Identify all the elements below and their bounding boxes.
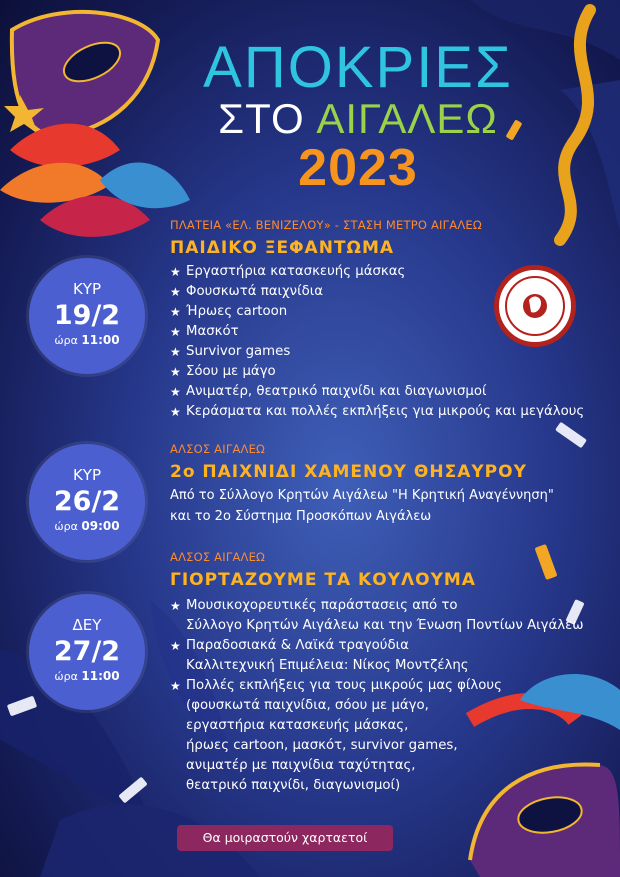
event-location: ΑΛΣΟΣ ΑΙΓΑΛΕΩ: [170, 442, 266, 456]
title-prefix: ΣΤΟ: [218, 95, 305, 142]
list-item: [170, 302, 584, 322]
list-item-text: (φουσκωτά παιχνίδια, σόου με μάγο,: [186, 698, 429, 713]
star-icon: ★: [170, 305, 181, 319]
list-item: [170, 596, 584, 616]
star-icon: ★: [170, 285, 181, 299]
list-item-text: Μασκότ: [186, 324, 239, 339]
list-item-text: εργαστήρια κατασκευής μάσκας,: [186, 718, 409, 733]
list-item: [170, 382, 584, 402]
event-location: ΑΛΣΟΣ ΑΙΓΑΛΕΩ: [170, 550, 266, 564]
list-item: [170, 776, 584, 796]
star-icon: ★: [170, 639, 181, 653]
list-item: [170, 362, 584, 382]
feather-icon: [0, 124, 190, 237]
list-item: [170, 342, 584, 362]
carnival-mask-icon: [4, 12, 158, 135]
badge-time: ώρα 11:00: [54, 333, 120, 347]
list-item: [170, 322, 584, 342]
date-badge: [29, 444, 145, 560]
title-year: 2023: [298, 139, 418, 197]
star-icon: ★: [170, 265, 181, 279]
list-item: [170, 736, 584, 756]
list-item: [170, 262, 584, 282]
event-items: [170, 262, 584, 422]
list-item-text: Εργαστήρια κατασκευής μάσκας: [186, 264, 406, 279]
ribbon-icon: [560, 10, 590, 240]
event-title: 2ο ΠΑΙΧΝΙΔΙ ΧΑΜΕΝΟΥ ΘΗΣΑΥΡΟΥ: [170, 462, 527, 482]
list-item: [170, 282, 584, 302]
list-item-text: Σύλλογο Κρητών Αιγάλεω και την Ένωση Ποντίων Αιγάλεω: [186, 618, 584, 633]
star-icon: ★: [170, 365, 181, 379]
star-icon: ★: [170, 679, 181, 693]
event-location: ΠΛΑΤΕΙΑ «ΕΛ. ΒΕΝΙΖΕΛΟΥ» - ΣΤΑΣΗ ΜΕΤΡΟ ΑΙΓΑΛΕΩ: [170, 218, 482, 232]
page-title: ΑΠΟΚΡΙΕΣ: [203, 35, 513, 100]
list-item-text: ανιματέρ με παιχνίδια ταχύτητας,: [186, 758, 416, 773]
badge-date: 26/2: [53, 486, 121, 517]
list-item: [170, 696, 584, 716]
list-item-text: Καλλιτεχνική Επιμέλεια: Νίκος Μοντζέλης: [186, 658, 469, 673]
badge-time: ώρα 11:00: [54, 669, 120, 683]
badge-date: 27/2: [53, 636, 121, 667]
star-icon: ★: [170, 345, 181, 359]
description-line: και το 2ο Σύστημα Προσκόπων Αιγάλεω: [170, 509, 432, 524]
date-badge: [29, 258, 145, 374]
badge-time: ώρα 09:00: [54, 519, 120, 533]
list-item-text: Σόου με μάγο: [186, 364, 276, 379]
list-item-text: Μουσικοχορευτικές παράστασεις από το: [186, 598, 458, 613]
list-item: [170, 676, 584, 696]
badge-day: ΚΥΡ: [72, 466, 102, 484]
list-item: [170, 716, 584, 736]
event-items: [170, 596, 584, 796]
list-item-text: θεατρικό παιχνίδι, διαγωνισμοί): [186, 778, 401, 793]
list-item-text: Πολλές εκπλήξεις για τους μικρούς μας φίλους: [186, 678, 502, 693]
date-badge: [29, 594, 145, 710]
list-item: [170, 756, 584, 776]
list-item-text: Φουσκωτά παιχνίδια: [186, 284, 323, 299]
list-item: [170, 616, 584, 636]
badge-day: ΔΕΥ: [72, 616, 102, 634]
list-item-text: Κεράσματα και πολλές εκπλήξεις για μικρούς και μεγάλους: [186, 404, 585, 419]
star-icon: ★: [170, 599, 181, 613]
star-icon: ★: [170, 405, 181, 419]
badge-date: 19/2: [53, 300, 121, 331]
title-place: ΑΙΓΑΛΕΩ: [316, 95, 498, 142]
list-item-text: ήρωες cartoon, μασκότ, survivor games,: [186, 738, 458, 753]
list-item-text: Ανιματέρ, θεατρικό παιχνίδι και διαγωνισμοί: [186, 384, 487, 399]
kites-button[interactable]: Θα μοιραστούν χαρταετοί: [177, 825, 393, 851]
badge-day: ΚΥΡ: [72, 280, 102, 298]
list-item-text: Ήρωες cartoon: [186, 304, 288, 319]
event-title: ΓΙΟΡΤΑΖΟΥΜΕ ΤΑ ΚΟΥΛΟΥΜΑ: [170, 570, 476, 590]
list-item-text: Survivor games: [186, 344, 291, 359]
event-title: ΠΑΙΔΙΚΟ ΞΕΦΑΝΤΩΜΑ: [170, 238, 395, 258]
title-subline: [168, 96, 548, 142]
star-icon: ★: [170, 325, 181, 339]
list-item: [170, 402, 584, 422]
star-icon: ★: [170, 385, 181, 399]
description-line: Από το Σύλλογο Κρητών Αιγάλεω "Η Κρητική Αναγέννηση": [170, 488, 554, 503]
list-item: [170, 636, 584, 656]
list-item: [170, 656, 584, 676]
event-description: [170, 485, 554, 527]
list-item-text: Παραδοσιακά & Λαϊκά τραγούδια: [186, 638, 409, 653]
